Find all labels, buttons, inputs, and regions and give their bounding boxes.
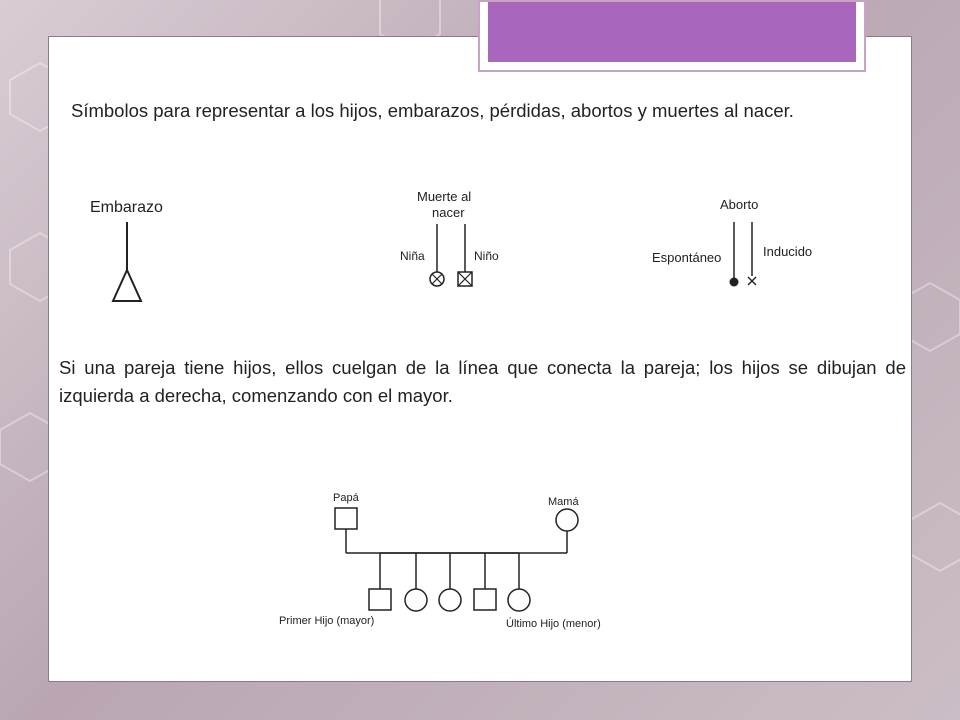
intro-paragraph: Símbolos para representar a los hijos, embarazos, pérdidas, abortos y muertes al nacer. [71, 100, 794, 121]
child-male-square-icon [369, 589, 391, 610]
spontaneous-label: Espontáneo [652, 250, 722, 265]
children-group [369, 553, 530, 611]
last-child-label: Último Hijo (menor) [506, 618, 601, 630]
child-female-circle-icon [508, 589, 530, 611]
child-male-square-icon [474, 589, 496, 610]
children-paragraph: Si una pareja tiene hijos, ellos cuelgan de la línea que conecta la pareja; los hijos se dibujan de izquierda a derecha, comenzando con el mayor. [59, 357, 906, 406]
girl-label: Niña [400, 249, 425, 263]
first-child-label: Primer Hijo (mayor) [279, 615, 375, 627]
mother-label: Mamá [548, 496, 579, 508]
stillbirth-label-line1: Muerte al [417, 189, 472, 204]
abortion-label: Aborto [720, 197, 759, 212]
father-square-icon [335, 508, 357, 529]
child-female-circle-icon [439, 589, 461, 611]
child-female-circle-icon [405, 589, 427, 611]
pregnancy-label: Embarazo [90, 199, 163, 216]
father-label: Papá [333, 492, 359, 504]
induced-label: Inducido [763, 244, 813, 259]
mother-circle-icon [556, 509, 578, 531]
stillbirth-label-line2: nacer [432, 205, 465, 220]
boy-label: Niño [474, 249, 499, 263]
